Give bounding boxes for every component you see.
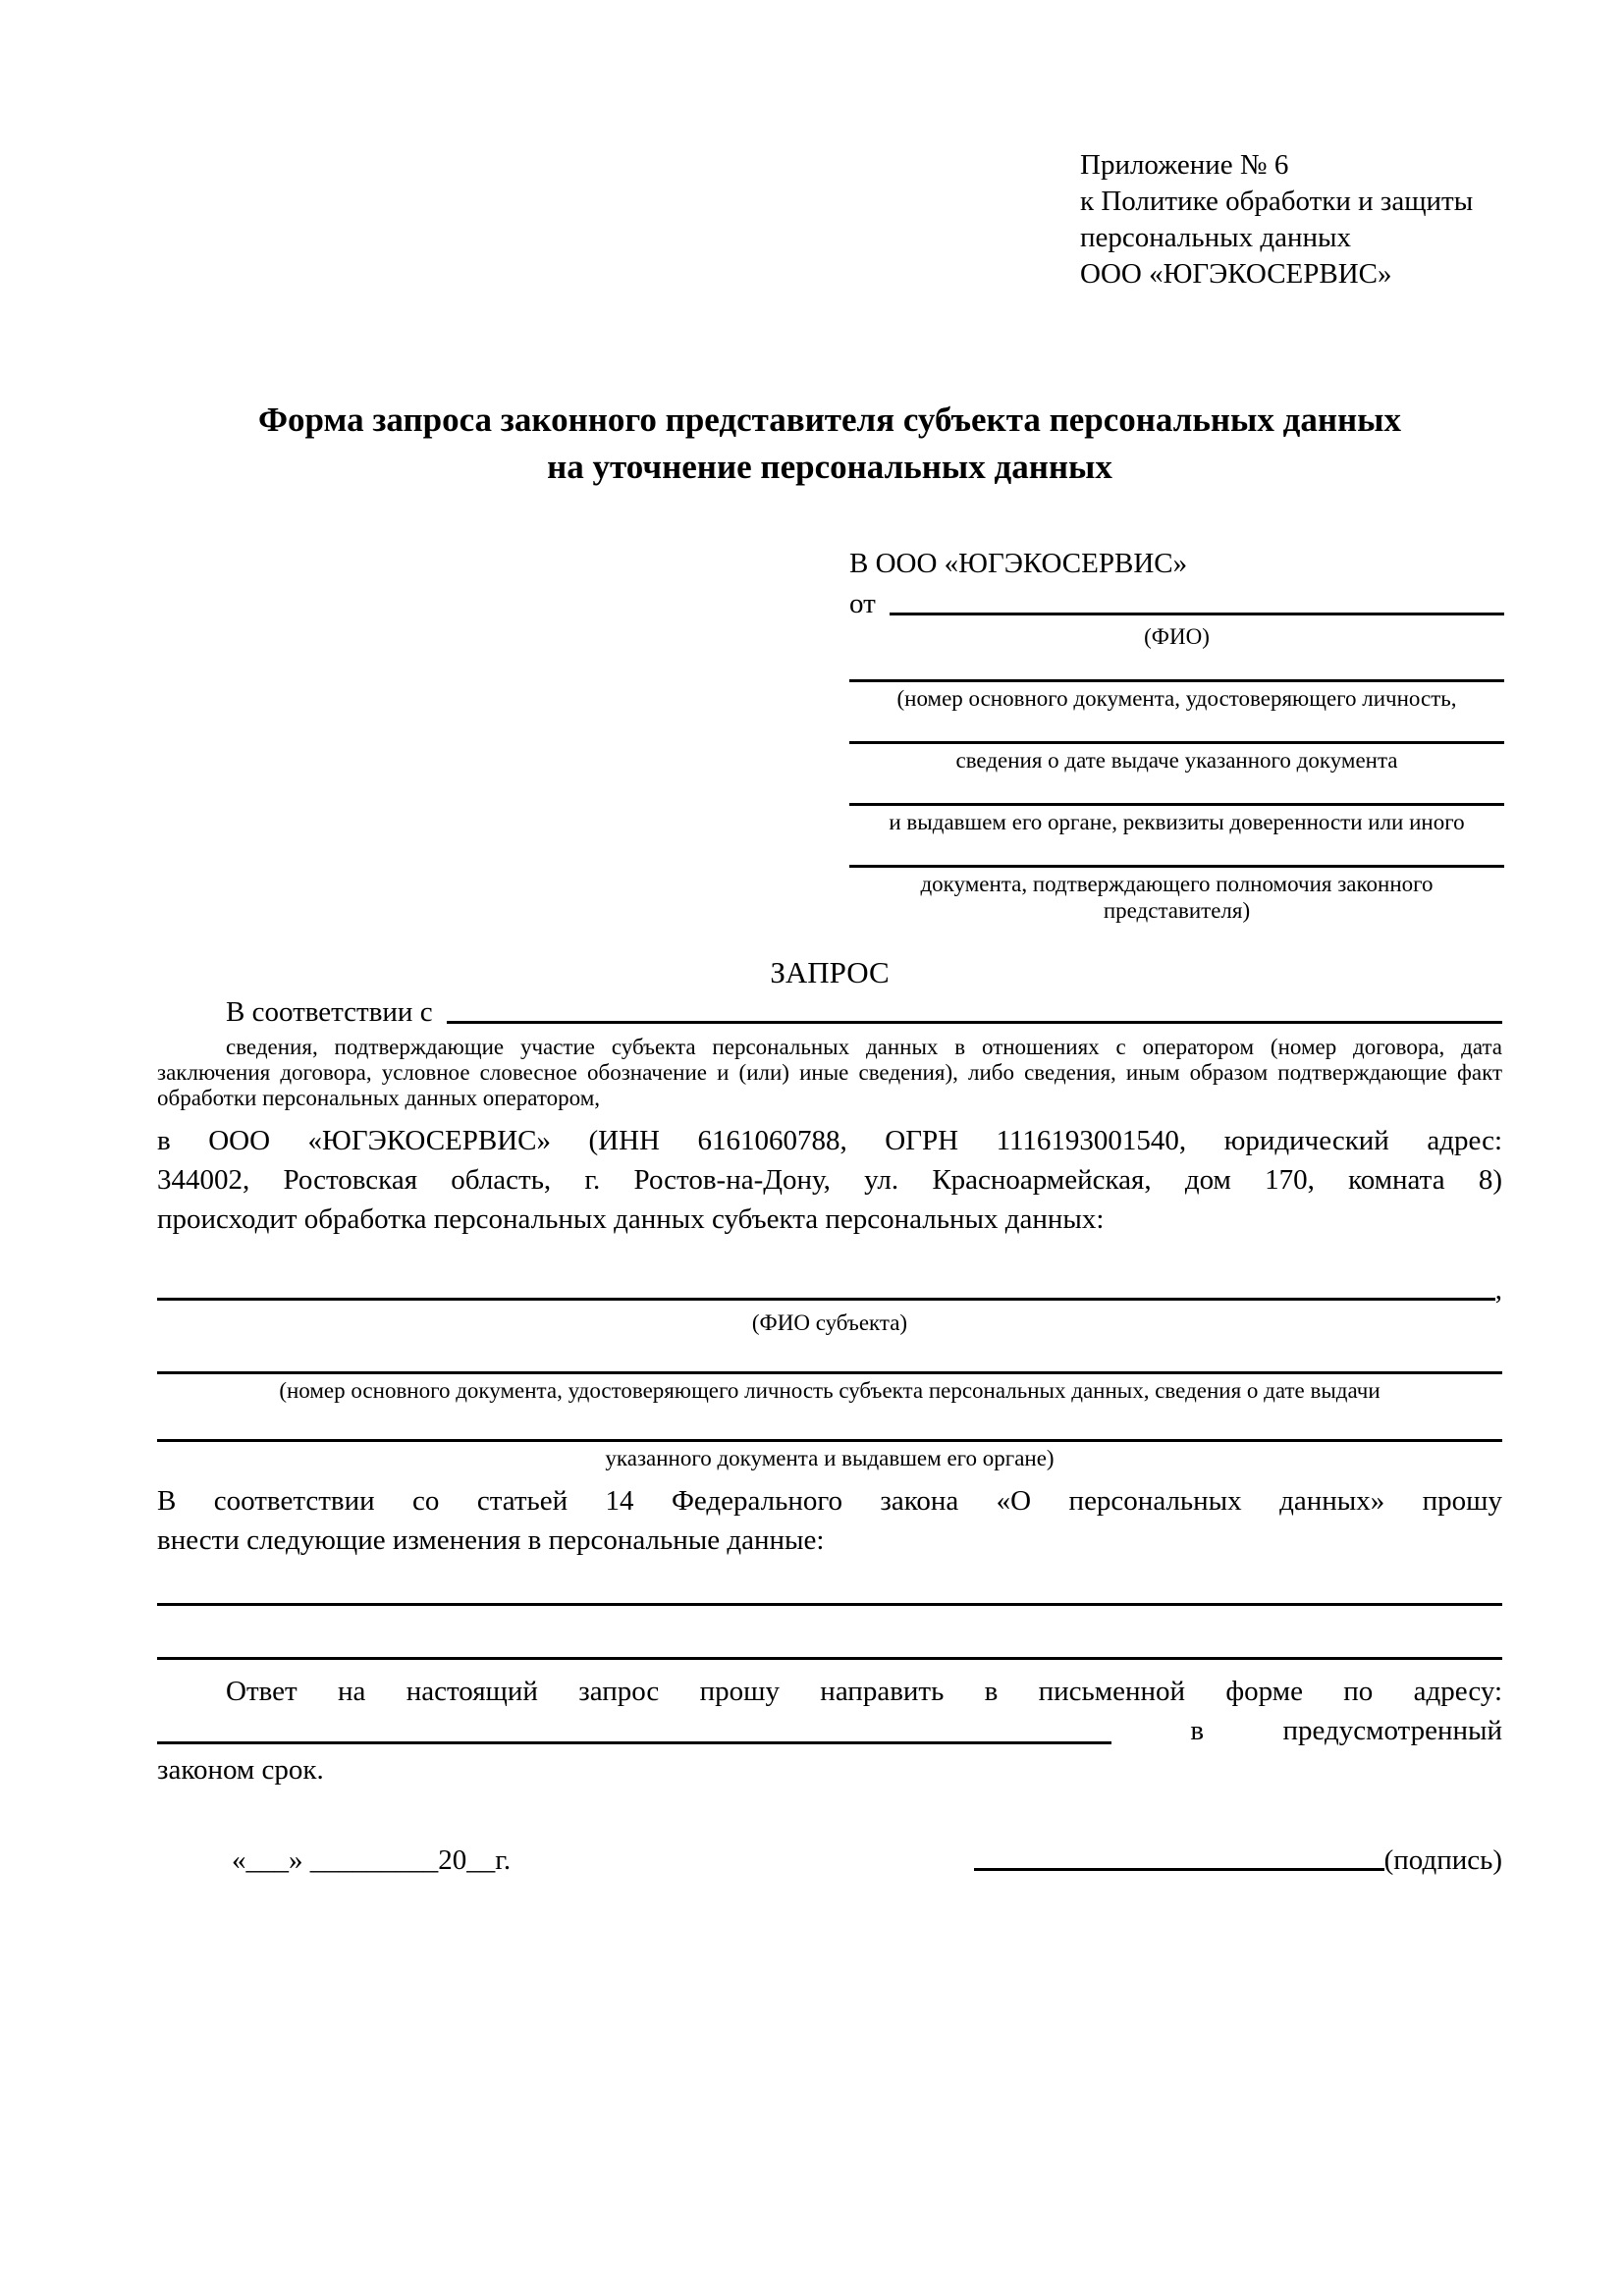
- answer-line: законом срок.: [157, 1754, 324, 1786]
- fill-in-line: [849, 803, 1504, 806]
- representative-doc-field: [849, 679, 1504, 712]
- accordance-row: [157, 996, 1502, 1029]
- signature-caption: (подпись): [1383, 1844, 1502, 1876]
- accordance-fill-in-line: [447, 1021, 1502, 1024]
- answer-paragraph: [157, 1672, 1502, 1789]
- signature-fill-in-line: [974, 1868, 1384, 1871]
- request-heading: ЗАПРОС: [770, 955, 890, 989]
- document-title: [157, 397, 1502, 491]
- appendix-header-line: к Политике обработки и защиты: [1080, 186, 1474, 217]
- field-caption: сведения о дате выдаче указанного документа: [955, 748, 1398, 773]
- article14-line: внести следующие изменения в персональные данные:: [157, 1524, 825, 1556]
- footnote-line: сведения, подтверждающие участие субъекта персональных данных в отношениях с оператором (номер договора, дата: [226, 1035, 1502, 1059]
- article14-line: В соответствии со статьей 14 Федерального закона «О персональных данных» прошу: [157, 1485, 1502, 1517]
- fill-in-line: [849, 741, 1504, 744]
- document-title-line: на уточнение персональных данных: [547, 448, 1112, 486]
- subject-fio-fill-in-line: [157, 1298, 1495, 1301]
- accordance-label: В соответствии с: [226, 996, 433, 1028]
- field-caption: документа, подтверждающего полномочия законного представителя): [920, 872, 1434, 923]
- date-blank-text: «___» _________20__г.: [232, 1844, 512, 1876]
- footnote-line: обработки персональных данных оператором,: [157, 1086, 600, 1110]
- representative-doc-field: [849, 741, 1504, 774]
- appendix-header-line: персональных данных: [1080, 222, 1352, 253]
- appendix-header-line: Приложение № 6: [1080, 149, 1289, 181]
- answer-word: предусмотренный: [1282, 1715, 1502, 1746]
- changes-fill-in-line: [157, 1657, 1502, 1660]
- fill-in-line: [849, 679, 1504, 682]
- address-fill-in-line: [157, 1741, 1111, 1744]
- subject-doc-caption: (номер основного документа, удостоверяющего личность субъекта персональных данных, сведения о дате выдачи: [279, 1378, 1380, 1403]
- representative-doc-field: [849, 803, 1504, 835]
- from-fill-in-line: [890, 613, 1504, 615]
- date-signature-row: [157, 1844, 1502, 1877]
- addressee-to: В ООО «ЮГЭКОСЕРВИС»: [849, 548, 1188, 579]
- subject-doc-fill-in-line: [157, 1439, 1502, 1442]
- subject-fio-caption: (ФИО субъекта): [751, 1310, 908, 1335]
- trailing-comma: ,: [1494, 1274, 1502, 1306]
- signature-area: [974, 1844, 1502, 1877]
- document-title-line: Форма запроса законного представителя субъекта персональных данных: [258, 400, 1401, 439]
- accordance-footnote: [157, 1035, 1502, 1111]
- changes-fill-in-line: [157, 1603, 1502, 1606]
- addressee-block: [849, 548, 1504, 924]
- from-label: от: [849, 588, 876, 619]
- subject-doc-fill-in-line: [157, 1371, 1502, 1374]
- footnote-line: заключения договора, условное словесное обозначение и (или) иные сведения), либо сведения, иным образом подтверждающие факт: [157, 1060, 1502, 1085]
- operator-paragraph-line: в ООО «ЮГЭКОСЕРВИС» (ИНН 6161060788, ОГРН 1116193001540, юридический адрес:: [157, 1125, 1502, 1156]
- subject-fio-row: [157, 1274, 1502, 1307]
- answer-address-row: [157, 1711, 1502, 1750]
- fio-caption: (ФИО): [1144, 624, 1210, 649]
- article14-paragraph: [157, 1481, 1502, 1560]
- appendix-header-block: [1080, 147, 1504, 293]
- representative-doc-field: [849, 865, 1504, 924]
- operator-paragraph: [157, 1121, 1502, 1239]
- field-caption: (номер основного документа, удостоверяющего личность,: [896, 686, 1457, 711]
- operator-paragraph-line: происходит обработка персональных данных субъекта персональных данных:: [157, 1203, 1105, 1235]
- operator-paragraph-line: 344002, Ростовская область, г. Ростов-на-Дону, ул. Красноармейская, дом 170, комната 8): [157, 1164, 1502, 1196]
- subject-doc-caption: указанного документа и выдавшем его органе): [605, 1446, 1055, 1470]
- answer-word: в: [1190, 1715, 1205, 1746]
- from-row: [849, 588, 1504, 620]
- answer-line: Ответ на настоящий запрос прошу направить в письменной форме по адресу:: [226, 1676, 1502, 1707]
- fill-in-line: [849, 865, 1504, 868]
- appendix-header-line: ООО «ЮГЭКОСЕРВИС»: [1080, 258, 1392, 290]
- field-caption: и выдавшем его органе, реквизиты доверенности или иного: [889, 810, 1465, 834]
